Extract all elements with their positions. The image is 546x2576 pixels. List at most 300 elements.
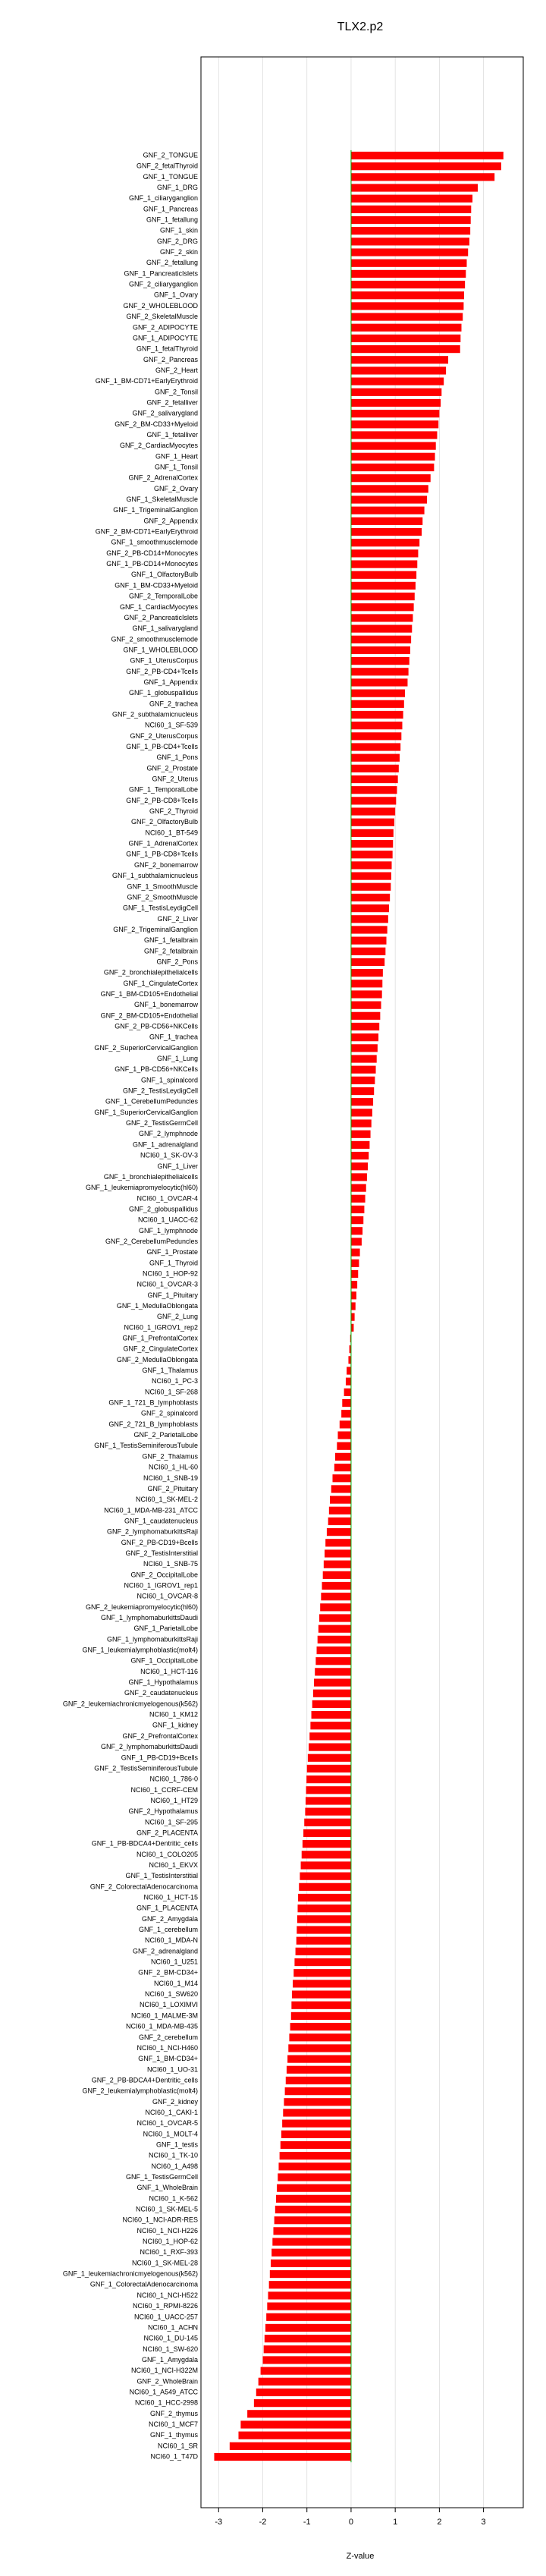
bar-139 <box>317 1647 351 1654</box>
bar-1 <box>351 162 501 170</box>
category-label-129: GNF_2_PB-CD19+Bcells <box>121 1538 198 1546</box>
bar-114 <box>346 1378 351 1386</box>
bar-56 <box>351 754 400 762</box>
category-label-12: GNF_2_ciliaryganglion <box>128 280 198 288</box>
bar-208 <box>256 2389 351 2396</box>
category-label-166: NCI60_1_MDA-N <box>144 1936 198 1945</box>
category-label-21: GNF_1_BM-CD71+EarlyErythroid <box>95 377 198 385</box>
category-label-27: GNF_2_CardiacMyocytes <box>119 442 198 450</box>
category-label-111: GNF_2_CingulateCortex <box>123 1345 198 1353</box>
category-label-87: GNF_2_TestisLeydigCell <box>122 1087 198 1095</box>
category-label-6: GNF_1_fetallung <box>146 215 198 224</box>
bar-205 <box>263 2356 351 2364</box>
category-label-34: GNF_2_Appendix <box>143 517 198 525</box>
category-label-46: GNF_1_WHOLEBLOOD <box>123 646 198 654</box>
bar-99 <box>351 1216 363 1224</box>
category-label-90: GNF_2_TestisGermCell <box>125 1119 198 1128</box>
category-label-167: GNF_2_adrenalgland <box>132 1947 198 1955</box>
category-label-161: GNF_2_ColorectalAdenocarcinoma <box>89 1882 198 1891</box>
bar-109 <box>351 1324 353 1332</box>
bar-161 <box>299 1883 351 1891</box>
x-tick-label-1: -2 <box>259 2518 267 2527</box>
category-label-78: GNF_1_BM-CD105+Endothelial <box>100 989 198 998</box>
category-label-193: NCI60_1_NCI-H226 <box>136 2226 198 2235</box>
category-label-155: NCI60_1_SF-295 <box>144 1818 198 1826</box>
bar-32 <box>351 495 427 503</box>
bar-20 <box>351 366 446 374</box>
bar-92 <box>351 1141 369 1149</box>
category-label-61: GNF_2_Thyroid <box>149 807 198 816</box>
bar-153 <box>306 1797 351 1804</box>
category-label-30: GNF_2_AdrenalCortex <box>128 473 198 482</box>
category-label-158: NCI60_1_COLO205 <box>136 1850 198 1858</box>
category-label-194: NCI60_1_HOP-62 <box>142 2238 198 2246</box>
category-label-124: GNF_2_Pituitary <box>147 1484 198 1492</box>
bar-75 <box>351 958 384 966</box>
category-label-4: GNF_1_ciliaryganglion <box>128 194 198 203</box>
category-label-91: GNF_2_lymphnode <box>138 1130 198 1138</box>
bar-122 <box>334 1464 351 1471</box>
category-label-206: NCI60_1_NCI-H322M <box>130 2367 198 2375</box>
bar-64 <box>351 840 393 848</box>
category-label-37: GNF_2_PB-CD14+Monocytes <box>106 549 198 557</box>
bar-202 <box>265 2324 351 2332</box>
category-label-92: GNF_1_adrenalgland <box>132 1140 198 1149</box>
chart-title: TLX2.p2 <box>337 20 384 33</box>
category-label-138: GNF_1_lymphomaburkittsRaji <box>106 1635 198 1643</box>
bar-72 <box>351 926 388 933</box>
bar-164 <box>297 1915 351 1923</box>
category-label-45: GNF_2_smoothmusclemode <box>111 635 198 643</box>
category-label-118: GNF_2_721_B_lymphoblasts <box>108 1420 198 1428</box>
category-label-188: GNF_1_TestisGermCell <box>125 2173 198 2181</box>
bar-30 <box>351 474 431 482</box>
category-label-191: NCI60_1_SK-MEL-5 <box>135 2205 198 2213</box>
bar-88 <box>351 1098 373 1106</box>
category-label-42: GNF_1_CardiacMyocytes <box>119 602 198 611</box>
category-label-207: GNF_2_WholeBrain <box>136 2377 198 2386</box>
category-label-145: NCI60_1_KM12 <box>149 1710 198 1719</box>
bar-129 <box>325 1539 351 1546</box>
bar-54 <box>351 732 401 740</box>
bar-9 <box>351 248 468 256</box>
bar-103 <box>351 1260 359 1267</box>
category-label-202: NCI60_1_ACHN <box>147 2323 198 2332</box>
bar-70 <box>351 904 389 912</box>
category-label-169: GNF_2_BM-CD34+ <box>138 1968 198 1977</box>
category-label-197: GNF_1_leukemiachronicmyelogenous(k562) <box>62 2269 198 2278</box>
bar-85 <box>351 1066 376 1074</box>
category-label-133: NCI60_1_IGROV1_rep1 <box>124 1581 198 1590</box>
category-label-69: GNF_2_SmoothMuscle <box>127 893 198 901</box>
category-label-106: GNF_1_Pituitary <box>147 1291 198 1299</box>
category-label-63: NCI60_1_BT-549 <box>145 829 198 837</box>
bar-148 <box>309 1743 351 1750</box>
category-label-102: GNF_1_Prostate <box>146 1248 198 1257</box>
bar-182 <box>283 2109 351 2116</box>
category-label-120: GNF_1_TestisSeminiferousTubule <box>94 1442 198 1450</box>
bar-48 <box>351 668 409 675</box>
bar-206 <box>261 2367 351 2375</box>
bar-71 <box>351 915 388 923</box>
category-label-26: GNF_1_fetalliver <box>146 430 198 439</box>
category-label-32: GNF_1_SkeletalMuscle <box>126 495 198 504</box>
category-label-68: GNF_1_SmoothMuscle <box>127 882 198 891</box>
category-label-59: GNF_1_TemporalLobe <box>128 785 198 794</box>
bar-175 <box>289 2033 351 2041</box>
category-label-121: GNF_2_Thalamus <box>142 1452 198 1461</box>
x-tick-label-5: 2 <box>437 2518 442 2527</box>
category-label-36: GNF_1_smoothmusclemode <box>111 538 198 546</box>
category-label-19: GNF_2_Pancreas <box>143 355 198 363</box>
category-label-99: NCI60_1_UACC-62 <box>137 1216 198 1224</box>
category-label-205: GNF_1_Amygdala <box>141 2355 198 2364</box>
bar-11 <box>351 270 466 278</box>
category-label-212: GNF_1_thymus <box>149 2431 198 2439</box>
bar-178 <box>287 2066 351 2074</box>
bar-87 <box>351 1087 374 1095</box>
category-label-40: GNF_1_BM-CD33+Myeloid <box>115 581 198 590</box>
category-label-0: GNF_2_TONGUE <box>143 151 198 159</box>
bar-78 <box>351 990 382 998</box>
bar-0 <box>351 152 504 159</box>
bar-86 <box>351 1077 375 1084</box>
category-label-18: GNF_1_fetalThyroid <box>136 344 198 353</box>
category-label-31: GNF_2_Ovary <box>153 484 198 492</box>
bar-28 <box>351 453 435 461</box>
bar-58 <box>351 775 398 783</box>
category-label-7: GNF_1_skin <box>159 226 198 234</box>
bar-118 <box>340 1420 351 1428</box>
bar-203 <box>265 2335 351 2342</box>
category-label-109: NCI60_1_IGROV1_rep2 <box>124 1323 198 1332</box>
bar-100 <box>351 1227 362 1235</box>
bar-62 <box>351 819 394 826</box>
bar-3 <box>351 184 478 191</box>
bar-55 <box>351 743 400 750</box>
bar-42 <box>351 603 414 611</box>
bar-10 <box>351 259 467 267</box>
bar-214 <box>214 2453 350 2461</box>
x-tick-label-6: 3 <box>481 2518 486 2527</box>
category-label-123: NCI60_1_SNB-19 <box>143 1474 198 1482</box>
category-label-185: GNF_1_testis <box>155 2140 198 2149</box>
category-label-1: GNF_2_fetalThyroid <box>136 162 198 170</box>
bar-74 <box>351 948 385 955</box>
category-label-190: NCI60_1_K-562 <box>149 2194 198 2203</box>
bar-12 <box>351 281 465 288</box>
bar-4 <box>351 195 472 203</box>
bar-18 <box>351 345 460 353</box>
bar-89 <box>351 1109 372 1116</box>
category-label-2: GNF_1_TONGUE <box>143 172 198 181</box>
bar-145 <box>312 1711 351 1719</box>
category-label-204: NCI60_1_SW-620 <box>143 2345 198 2353</box>
bar-190 <box>276 2195 351 2203</box>
bar-43 <box>351 614 413 621</box>
bar-194 <box>272 2238 351 2245</box>
category-label-66: GNF_2_bonemarrow <box>133 860 198 869</box>
x-axis-ticks <box>215 2508 485 2527</box>
category-label-14: GNF_2_WHOLEBLOOD <box>123 301 198 310</box>
bar-158 <box>302 1851 351 1858</box>
bar-125 <box>330 1496 351 1504</box>
category-label-147: GNF_2_PrefrontalCortex <box>122 1731 198 1740</box>
category-label-29: GNF_1_Tonsil <box>154 463 198 471</box>
category-label-140: GNF_1_OccipitalLobe <box>130 1656 198 1665</box>
bar-101 <box>351 1238 362 1245</box>
bar-90 <box>351 1119 372 1127</box>
bar-137 <box>318 1625 351 1633</box>
bar-63 <box>351 829 394 837</box>
category-label-146: GNF_1_kidney <box>152 1721 198 1729</box>
bar-165 <box>297 1926 351 1933</box>
bar-204 <box>264 2345 351 2353</box>
bar-133 <box>322 1582 351 1590</box>
category-label-180: GNF_2_leukemialymphoblastic(molt4) <box>82 2087 198 2095</box>
bar-142 <box>314 1678 351 1686</box>
category-label-128: GNF_2_lymphomaburkittsRaji <box>106 1527 198 1536</box>
bar-180 <box>285 2087 351 2095</box>
category-label-50: GNF_1_globuspallidus <box>128 689 198 697</box>
bar-187 <box>278 2162 350 2170</box>
bar-102 <box>351 1249 360 1257</box>
bar-200 <box>267 2302 351 2310</box>
bar-27 <box>351 442 436 450</box>
bar-121 <box>335 1453 351 1461</box>
bar-106 <box>351 1291 356 1299</box>
bar-151 <box>306 1776 351 1783</box>
category-label-70: GNF_1_TestisLeydigCell <box>122 904 198 912</box>
bar-15 <box>351 313 463 320</box>
bar-14 <box>351 302 463 310</box>
bar-7 <box>351 227 470 234</box>
bar-198 <box>269 2281 351 2288</box>
category-label-126: NCI60_1_MDA-MB-231_ATCC <box>104 1506 198 1514</box>
bar-168 <box>294 1958 351 1966</box>
bar-155 <box>304 1819 351 1826</box>
bar-123 <box>332 1474 350 1482</box>
category-label-9: GNF_2_skin <box>159 248 198 256</box>
category-label-95: GNF_1_bronchialepithelialcells <box>103 1172 198 1181</box>
bar-52 <box>351 711 403 719</box>
bar-117 <box>341 1410 351 1417</box>
category-label-10: GNF_2_fetallung <box>146 259 198 267</box>
category-label-49: GNF_1_Appendix <box>143 678 198 686</box>
category-label-74: GNF_2_fetalbrain <box>143 947 198 955</box>
bar-60 <box>351 797 396 804</box>
category-label-144: GNF_2_leukemiachronicmyelogenous(k562) <box>62 1700 198 1708</box>
bar-152 <box>306 1786 351 1794</box>
bar-49 <box>351 678 408 686</box>
category-label-94: GNF_1_Liver <box>157 1162 198 1170</box>
category-label-163: GNF_1_PLACENTA <box>136 1904 198 1912</box>
bar-177 <box>287 2055 351 2063</box>
category-label-164: GNF_2_Amygdala <box>141 1914 198 1923</box>
category-label-56: GNF_1_Pons <box>156 753 198 762</box>
bar-186 <box>280 2152 351 2159</box>
bar-199 <box>268 2291 350 2299</box>
bar-19 <box>351 356 448 363</box>
bar-136 <box>319 1614 351 1621</box>
bar-184 <box>281 2131 351 2138</box>
bar-108 <box>351 1313 355 1321</box>
category-label-54: GNF_2_UterusCorpus <box>130 731 198 740</box>
category-label-122: NCI60_1_HL-60 <box>148 1463 198 1471</box>
category-label-108: GNF_2_Lung <box>156 1313 198 1321</box>
bar-26 <box>351 431 438 439</box>
category-label-214: NCI60_1_T47D <box>150 2452 198 2461</box>
bar-95 <box>351 1173 367 1181</box>
bar-39 <box>351 571 416 579</box>
bar-50 <box>351 690 405 697</box>
bar-84 <box>351 1055 377 1062</box>
bar-150 <box>307 1765 351 1772</box>
bar-35 <box>351 528 422 536</box>
category-label-119: GNF_2_ParietalLobe <box>133 1431 198 1439</box>
category-label-208: NCI60_1_A549_ATCC <box>129 2388 198 2396</box>
category-label-137: GNF_1_ParietalLobe <box>133 1625 198 1633</box>
category-label-23: GNF_2_fetalliver <box>146 398 198 407</box>
bar-201 <box>266 2313 351 2321</box>
category-label-35: GNF_2_BM-CD71+EarlyErythroid <box>95 527 198 536</box>
category-label-172: NCI60_1_LOXIMVI <box>139 2001 198 2009</box>
category-label-55: GNF_1_PB-CD4+Tcells <box>126 743 198 751</box>
category-label-162: NCI60_1_HCT-15 <box>143 1893 198 1901</box>
category-label-179: GNF_2_PB-BDCA4+Dentritic_cells <box>91 2076 198 2084</box>
category-label-149: GNF_1_PB-CD19+Bcells <box>121 1754 198 1762</box>
bar-141 <box>315 1668 351 1675</box>
bar-31 <box>351 485 428 492</box>
category-label-174: NCI60_1_MDA-MB-435 <box>125 2022 198 2030</box>
bar-213 <box>230 2442 351 2450</box>
category-label-165: GNF_1_cerebellum <box>138 1926 198 1934</box>
bar-5 <box>351 206 471 213</box>
bar-65 <box>351 851 393 858</box>
category-label-117: GNF_2_spinalcord <box>140 1409 198 1417</box>
category-label-142: GNF_1_Hypothalamus <box>128 1678 198 1687</box>
bar-185 <box>281 2141 351 2149</box>
x-tick-label-0: -3 <box>215 2518 223 2527</box>
bar-79 <box>351 1002 381 1009</box>
category-label-150: GNF_2_TestisSeminiferousTubule <box>94 1764 198 1772</box>
bar-81 <box>351 1023 379 1030</box>
category-label-51: GNF_2_trachea <box>149 700 198 708</box>
category-label-38: GNF_1_PB-CD14+Monocytes <box>106 560 198 568</box>
category-label-89: GNF_1_SuperiorCervicalGanglion <box>94 1108 198 1116</box>
category-label-131: NCI60_1_SNB-75 <box>143 1560 198 1568</box>
category-label-24: GNF_2_salivarygland <box>132 409 198 417</box>
category-label-195: NCI60_1_RXF-393 <box>140 2248 198 2257</box>
bar-67 <box>351 872 391 879</box>
x-axis-label: Z-value <box>346 2552 375 2561</box>
bar-8 <box>351 237 469 245</box>
category-label-75: GNF_2_Pons <box>156 958 198 966</box>
bar-40 <box>351 582 416 590</box>
category-label-116: GNF_1_721_B_lymphoblasts <box>108 1398 198 1407</box>
category-label-71: GNF_2_Liver <box>157 914 198 923</box>
category-label-67: GNF_1_subthalamicnucleus <box>111 872 198 880</box>
bar-163 <box>298 1904 351 1912</box>
category-label-211: NCI60_1_MCF7 <box>148 2420 198 2428</box>
bar-37 <box>351 549 418 557</box>
bar-126 <box>329 1507 351 1514</box>
category-label-200: NCI60_1_RPMI-8226 <box>132 2302 198 2310</box>
category-label-28: GNF_1_Heart <box>155 452 198 461</box>
category-label-22: GNF_2_Tonsil <box>154 388 198 396</box>
category-label-15: GNF_2_SkeletalMuscle <box>126 313 198 321</box>
category-label-103: GNF_1_Thyroid <box>149 1259 198 1267</box>
bar-2 <box>351 173 494 181</box>
category-label-201: NCI60_1_UACC-257 <box>133 2313 198 2321</box>
category-label-173: NCI60_1_MALME-3M <box>130 2011 198 2020</box>
bar-132 <box>323 1571 351 1579</box>
category-label-20: GNF_2_Heart <box>155 366 198 374</box>
category-label-96: GNF_1_leukemiapromyelocytic(hl60) <box>85 1184 198 1192</box>
bar-120 <box>337 1442 351 1450</box>
bar-68 <box>351 883 391 891</box>
category-labels <box>63 152 199 2461</box>
bar-105 <box>351 1281 357 1288</box>
category-label-110: GNF_1_PrefrontalCortex <box>122 1334 198 1342</box>
bar-169 <box>293 1969 351 1977</box>
category-label-135: GNF_2_leukemiapromyelocytic(hl60) <box>85 1603 198 1611</box>
category-label-97: NCI60_1_OVCAR-4 <box>136 1194 198 1203</box>
bar-197 <box>270 2270 351 2278</box>
bar-80 <box>351 1012 380 1020</box>
bar-116 <box>342 1399 351 1407</box>
category-label-153: NCI60_1_HT29 <box>150 1796 198 1804</box>
bar-166 <box>297 1937 351 1945</box>
category-label-157: GNF_1_PB-BDCA4+Dentritic_cells <box>91 1839 198 1848</box>
category-label-198: GNF_1_ColorectalAdenocarcinoma <box>89 2280 198 2288</box>
category-label-77: GNF_1_CingulateCortex <box>123 979 198 987</box>
category-label-73: GNF_1_fetalbrain <box>143 936 198 945</box>
category-label-112: GNF_2_MedullaOblongata <box>116 1355 198 1363</box>
bar-17 <box>351 335 460 342</box>
category-label-81: GNF_2_PB-CD56+NKCells <box>115 1022 198 1030</box>
category-label-148: GNF_2_lymphomaburkittsDaudi <box>100 1743 198 1751</box>
bar-124 <box>331 1485 351 1492</box>
bar-189 <box>277 2184 351 2192</box>
bar-192 <box>275 2216 351 2224</box>
bar-38 <box>351 560 417 568</box>
bar-207 <box>259 2378 351 2386</box>
category-label-192: NCI60_1_NCI-ADR-RES <box>122 2216 198 2224</box>
category-label-199: NCI60_1_NCI-H522 <box>136 2291 198 2299</box>
bar-172 <box>291 2002 351 2009</box>
bar-98 <box>351 1206 364 1213</box>
bar-97 <box>351 1195 366 1203</box>
category-label-130: GNF_2_TestisInterstitial <box>125 1549 198 1557</box>
category-label-196: NCI60_1_SK-MEL-28 <box>131 2259 198 2267</box>
category-label-33: GNF_1_TrigeminalGanglion <box>113 506 198 514</box>
bar-34 <box>351 517 422 525</box>
bar-16 <box>351 324 462 332</box>
category-label-143: GNF_2_caudatenucleus <box>124 1689 198 1697</box>
category-label-210: GNF_2_thymus <box>149 2409 198 2417</box>
category-label-60: GNF_2_PB-CD8+Tcells <box>126 796 198 804</box>
bar-21 <box>351 378 444 385</box>
category-label-43: GNF_2_PancreaticIslets <box>124 613 198 621</box>
category-label-151: NCI60_1_786-0 <box>149 1775 198 1783</box>
bar-140 <box>315 1657 351 1665</box>
bars <box>214 152 503 2461</box>
bar-196 <box>271 2260 351 2267</box>
category-label-136: GNF_1_lymphomaburkittsDaudi <box>100 1614 198 1622</box>
bar-193 <box>273 2227 350 2235</box>
bar-45 <box>351 636 411 643</box>
